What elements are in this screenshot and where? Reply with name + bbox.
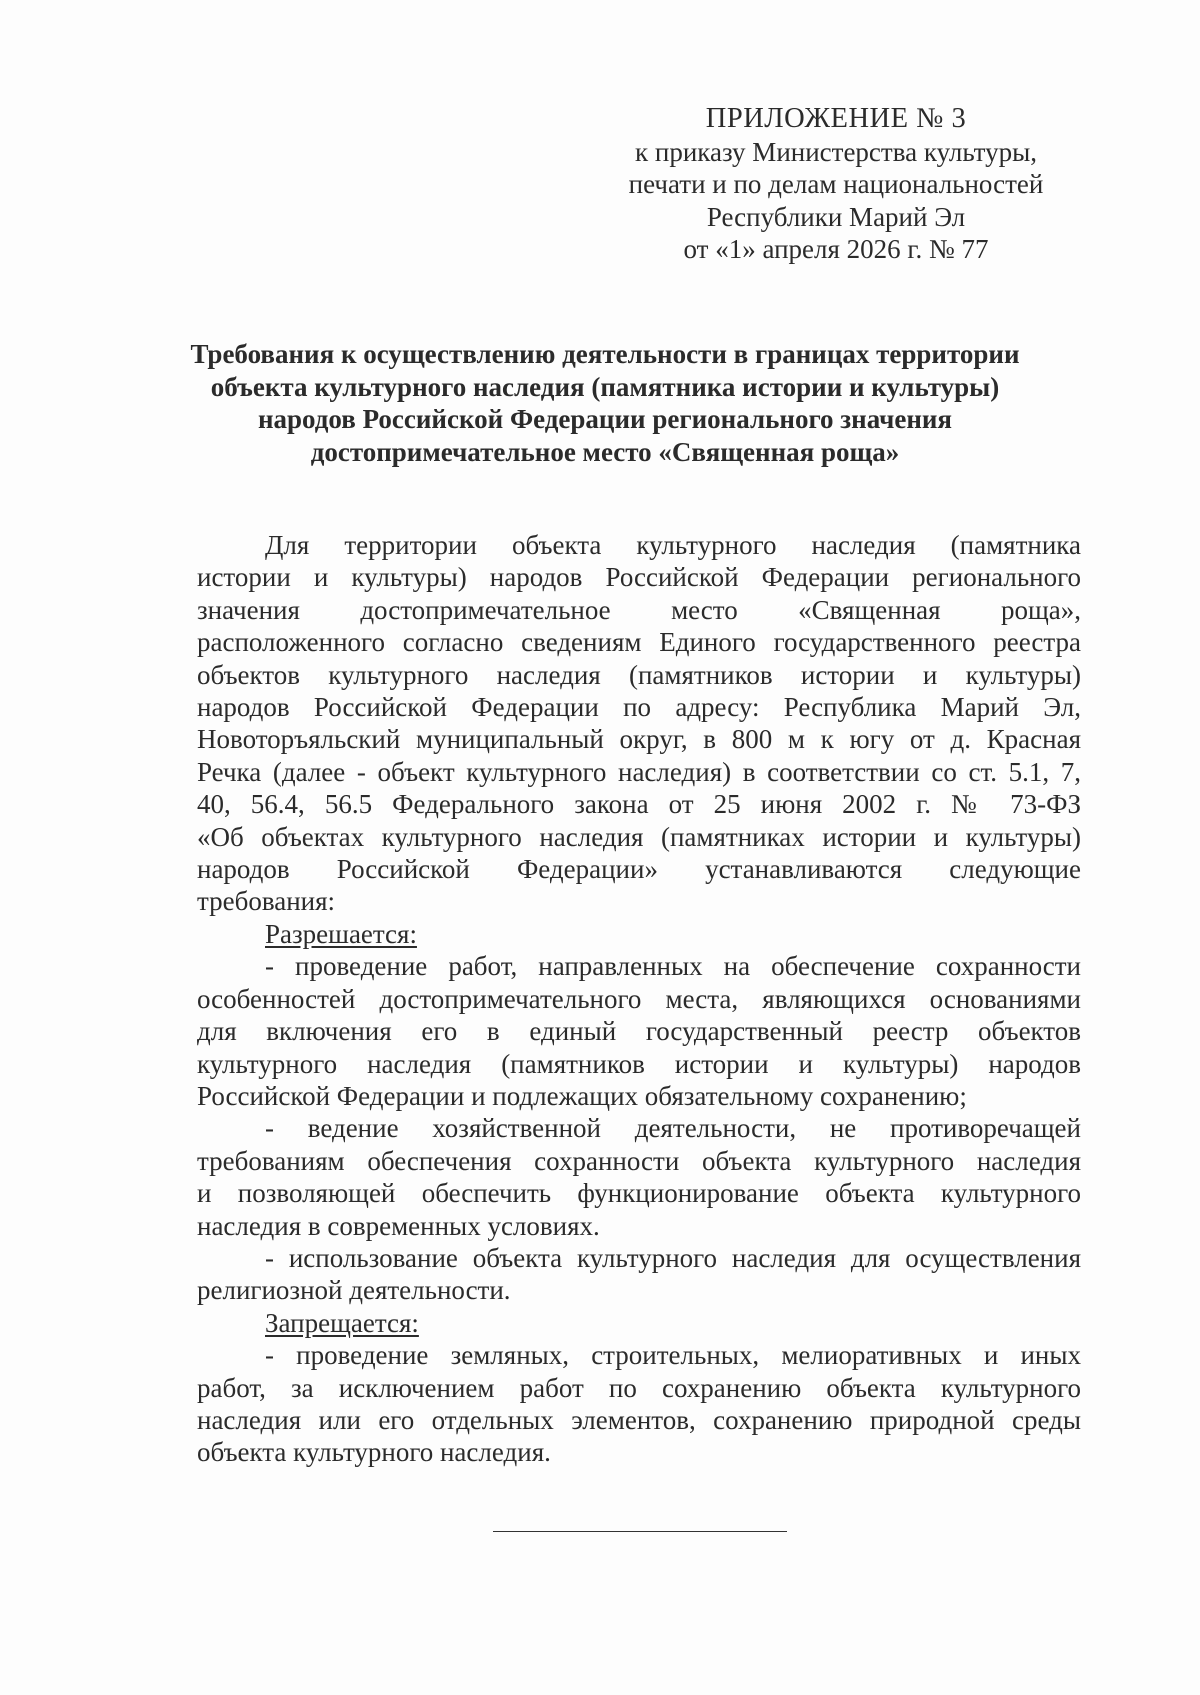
allowed-item-line: - использование объекта культурного наследия для осуществления bbox=[265, 1242, 1081, 1273]
body-line: требования: bbox=[197, 886, 336, 917]
allowed-item-line: для включения его в единый государственный реестр объектов bbox=[197, 1016, 1081, 1047]
appendix-title: ПРИЛОЖЕНИЕ № 3 bbox=[705, 103, 967, 134]
title-line: Требования к осуществлению деятельности в границах территории bbox=[190, 339, 1020, 369]
body-line: объектов культурного наследия (памятников истории и культуры) bbox=[197, 659, 1081, 690]
intro-paragraph bbox=[197, 529, 1081, 918]
body-line: значения достопримечательное место «Священная роща», bbox=[197, 594, 1081, 625]
body-line: Речка (далее - объект культурного наследия) в соответствии со ст. 5.1, 7, bbox=[197, 756, 1081, 787]
forbidden-item-line: работ, за исключением работ по сохранению объекта культурного bbox=[197, 1372, 1081, 1403]
body-line: «Об объектах культурного наследия (памятниках истории и культуры) bbox=[197, 821, 1081, 852]
allowed-item-line: - ведение хозяйственной деятельности, не противоречащей bbox=[265, 1113, 1081, 1144]
title-line: объекта культурного наследия (памятника истории и культуры) bbox=[210, 371, 1000, 402]
allowed-heading: Разрешается: bbox=[265, 918, 417, 949]
allowed-section bbox=[197, 918, 1081, 1307]
body-line: истории и культуры) народов Российской Федерации регионального bbox=[197, 562, 1081, 593]
closing-rule bbox=[493, 1531, 787, 1532]
title-line: народов Российской Федерации регионального значения bbox=[257, 404, 953, 434]
body-line: расположенного согласно сведениям Единого государственного реестра bbox=[197, 627, 1081, 658]
body-line: Для территории объекта культурного наследия (памятника bbox=[265, 530, 1081, 560]
allowed-heading-line bbox=[197, 918, 1081, 950]
appendix-header bbox=[576, 103, 1096, 266]
body-line: народов Российской Федерации» устанавливаются следующие bbox=[197, 854, 1081, 885]
forbidden-section bbox=[197, 1307, 1081, 1469]
document-title bbox=[150, 338, 1060, 468]
forbidden-item-line: - проведение земляных, строительных, мелиоративных и иных bbox=[265, 1340, 1081, 1371]
allowed-item-line: и позволяющей обеспечить функционирование объекта культурного bbox=[197, 1178, 1081, 1209]
document-body bbox=[197, 529, 1081, 1469]
allowed-item-line: религиозной деятельности. bbox=[197, 1275, 511, 1306]
forbidden-heading: Запрещается: bbox=[265, 1307, 419, 1338]
allowed-item-line: наследия в современных условиях. bbox=[197, 1210, 600, 1241]
title-line: достопримечательное место «Священная роща» bbox=[310, 436, 900, 467]
appendix-line: Республики Марий Эл bbox=[706, 201, 966, 232]
forbidden-item-line: объекта культурного наследия. bbox=[197, 1437, 551, 1468]
allowed-item-line: особенностей достопримечательного места, являющихся основаниями bbox=[197, 983, 1081, 1014]
allowed-item-line: - проведение работ, направленных на обеспечение сохранности bbox=[265, 951, 1081, 982]
body-line: Новоторъяльский муниципальный округ, в 800 м к югу от д. Красная bbox=[197, 724, 1081, 755]
body-line: 40, 56.4, 56.5 Федерального закона от 25 июня 2002 г. № 73-ФЗ bbox=[197, 789, 1081, 820]
appendix-line: печати и по делам национальностей bbox=[628, 169, 1044, 199]
appendix-date-line: от «1» апреля 2026 г. № 77 bbox=[683, 234, 989, 264]
body-line: народов Российской Федерации по адресу: Республика Марий Эл, bbox=[197, 692, 1081, 723]
allowed-item-line: культурного наследия (памятников истории и культуры) народов bbox=[197, 1048, 1081, 1079]
forbidden-item-line: наследия или его отдельных элементов, сохранению природной среды bbox=[197, 1404, 1081, 1435]
appendix-line: к приказу Министерства культуры, bbox=[635, 136, 1037, 167]
allowed-item-line: требованиям обеспечения сохранности объекта культурного наследия bbox=[197, 1145, 1081, 1176]
allowed-item-line: Российской Федерации и подлежащих обязательному сохранению; bbox=[197, 1080, 967, 1111]
forbidden-heading-line bbox=[197, 1307, 1081, 1339]
